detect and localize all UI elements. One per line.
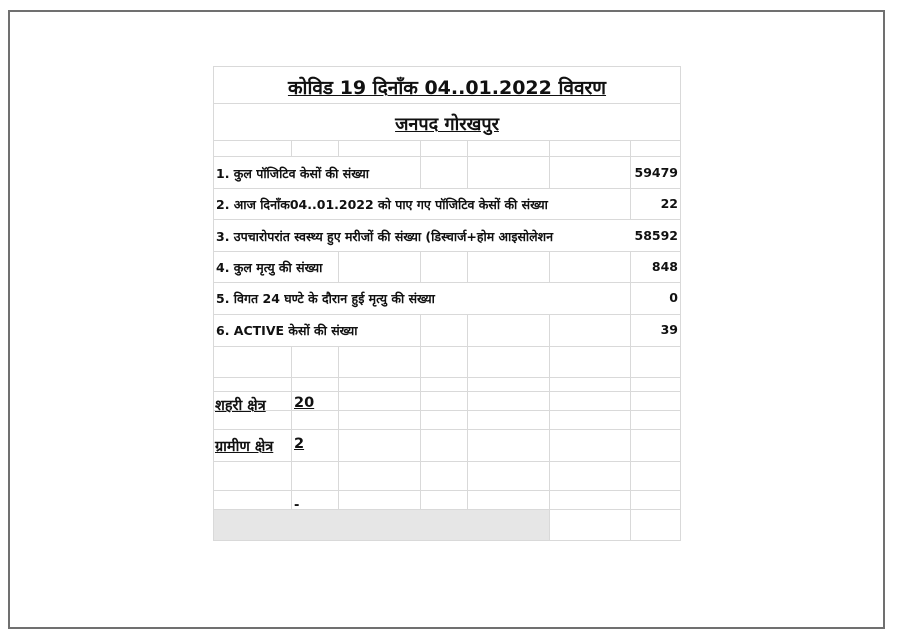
row-label-total-positive: 1. कुल पॉजिटिव केसों की संख्या <box>216 166 369 181</box>
row-value-total-positive: 59479 <box>634 165 678 180</box>
row-label-deaths-24h: 5. विगत 24 घण्टे के दौरान हुई मृत्यु की संख्या <box>216 291 435 306</box>
row-label-today-positive: 2. आज दिनाँक04..01.2022 को पाए गए पॉजिटिव केसों की संख्या <box>216 197 548 212</box>
row-value-recovered: 58592 <box>634 228 678 243</box>
row-label-clip <box>213 221 630 251</box>
area-label-urban: शहरी क्षेत्र <box>215 398 266 414</box>
area-value-urban: 20 <box>294 395 315 411</box>
row-label-recovered: 3. उपचारोपरांत स्वस्थ्य हुए मरीजों की संख्या (डिस्चार्ज+होम आइसोलेशन <box>216 229 554 244</box>
row-value-deaths-24h: 0 <box>669 290 678 305</box>
row-label-total-deaths: 4. कुल मृत्यु की संख्या <box>216 260 323 275</box>
document-title: कोविड 19 दिनाँक 04..01.2022 विवरण <box>287 77 607 99</box>
grey-fill-cell <box>213 509 549 541</box>
spreadsheet <box>213 66 681 541</box>
district-subtitle: जनपद गोरखपुर <box>395 114 499 135</box>
row-value-active-cases: 39 <box>660 322 678 337</box>
area-value-rural: 2 <box>294 436 305 452</box>
area-label-rural: ग्रामीण क्षेत्र <box>215 439 274 455</box>
row-value-total-deaths: 848 <box>651 259 678 274</box>
dash-mark: - <box>294 498 300 513</box>
row-value-today-positive: 22 <box>660 196 678 211</box>
row-label-active-cases: 6. ACTIVE केसों की संख्या <box>216 323 358 338</box>
